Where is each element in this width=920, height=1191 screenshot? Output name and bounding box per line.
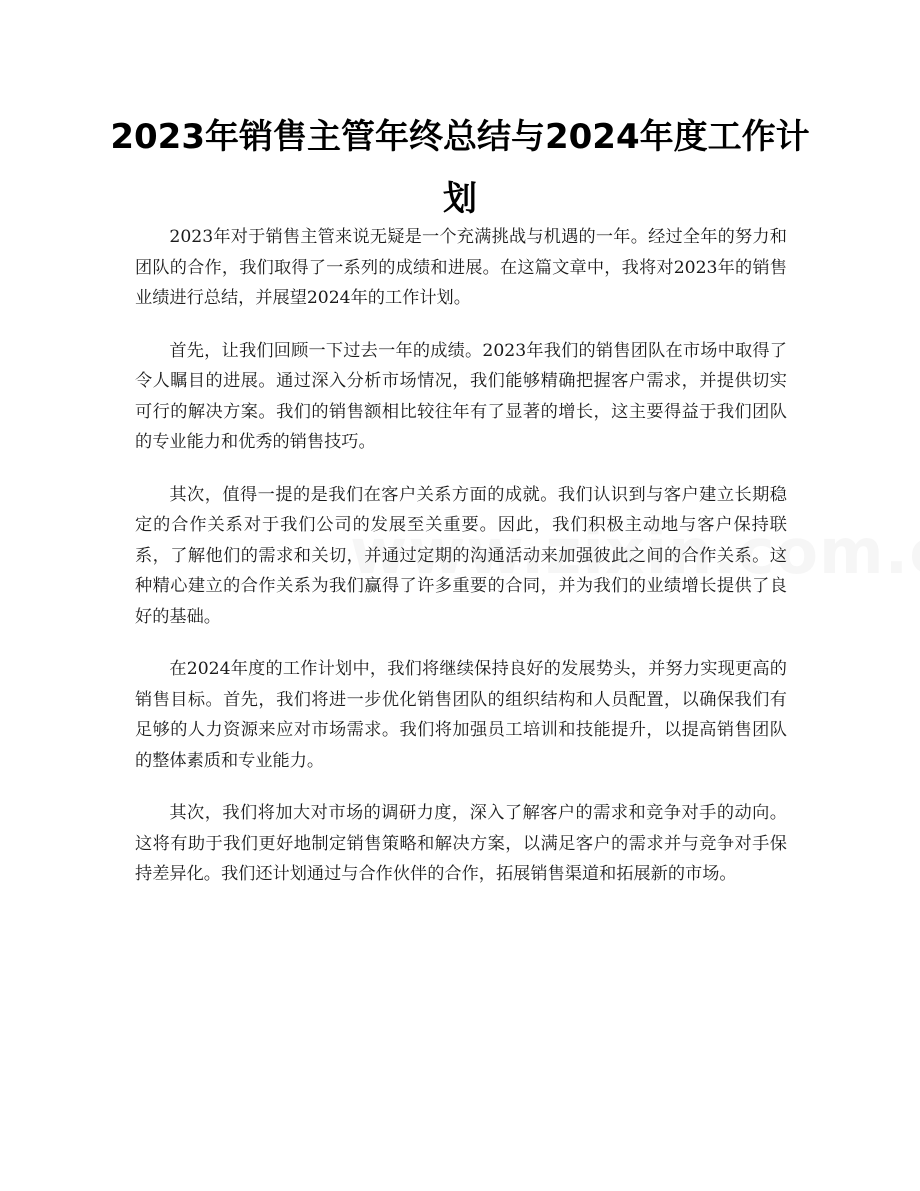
document-title: 2023年销售主管年终总结与2024年度工作计划 xyxy=(110,117,810,219)
paragraph-market-research: 其次，我们将加大对市场的调研力度，深入了解客户的需求和竞争对手的动向。这将有助于我们更好地制定销售策略和解决方案，以满足客户的需求并与竞争对手保持差异化。我们还计划通过与合作伙伴的合作，拓展销售渠道和拓展新的市场。 xyxy=(135,803,787,884)
paragraph-intro: 2023年对于销售主管来说无疑是一个充满挑战与机遇的一年。经过全年的努力和团队的合作，我们取得了一系列的成绩和进展。在这篇文章中，我将对2023年的销售业绩进行总结，并展望2024年的工作计划。 xyxy=(135,227,787,308)
document-body xyxy=(135,222,787,912)
paragraph-2024-plan: 在2024年度的工作计划中，我们将继续保持良好的发展势头，并努力实现更高的销售目标。首先，我们将进一步优化销售团队的组织结构和人员配置，以确保我们有足够的人力资源来应对市场需求。我们将加强员工培训和技能提升，以提高销售团队的整体素质和专业能力。 xyxy=(135,659,787,771)
paragraph-customer-relations: 其次，值得一提的是我们在客户关系方面的成就。我们认识到与客户建立长期稳定的合作关系对于我们公司的发展至关重要。因此，我们积极主动地与客户保持联系，了解他们的需求和关切，并通过定期的沟通活动来加强彼此之间的合作关系。这种精心建立的合作关系为我们赢得了许多重要的合同，并为我们的业绩增长提供了良好的基础。 xyxy=(135,484,787,627)
paragraph-achievements: 首先，让我们回顾一下过去一年的成绩。2023年我们的销售团队在市场中取得了令人瞩目的进展。通过深入分析市场情况，我们能够精确把握客户需求，并提供切实可行的解决方案。我们的销售额相比较往年有了显著的增长，这主要得益于我们团队的专业能力和优秀的销售技巧。 xyxy=(135,340,787,452)
